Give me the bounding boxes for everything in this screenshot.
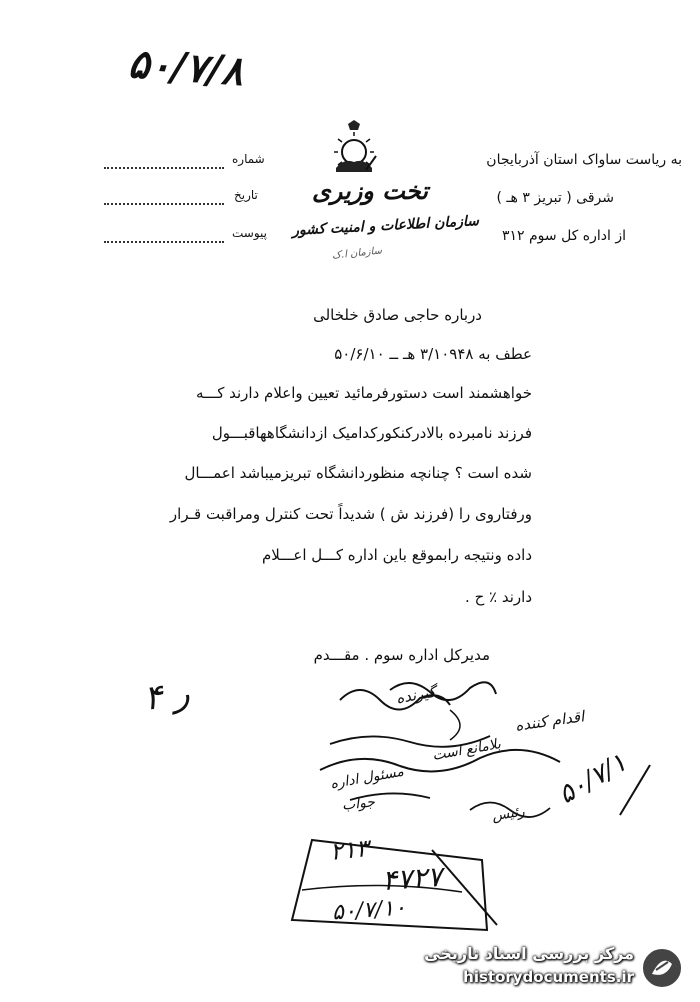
handwritten-left-mark: ۴ ر [141, 673, 193, 719]
watermark-url: historydocuments.ir [463, 968, 634, 986]
watermark-title: مرکز بررسی اسناد تاریخی [424, 944, 634, 963]
number-label: شماره [232, 152, 265, 166]
body-line: ورفتاروی را (فرزند ش ) شدیداً تحت کنترل ومراقبت قـرار [169, 505, 532, 523]
handwritten-note-4: بلامانع است [431, 736, 503, 764]
org-sub: سازمان ا.ک [331, 245, 383, 262]
watermark-logo-icon [638, 944, 686, 992]
watermark [400, 940, 690, 996]
stamp-number-1: ۲۱۳ [328, 834, 371, 866]
subject-line: درباره حاجی صادق خلخالی [313, 306, 482, 324]
addressee-line-1: به ریاست ساواک استان آذربایجان [486, 152, 682, 168]
handwritten-note-2: گیرنده [394, 682, 438, 708]
org-title: تخت وزیری [312, 176, 428, 205]
handwritten-doc-number: ۵۰/۷/۸ [126, 40, 245, 95]
handwritten-note-7: رئیس [491, 803, 526, 825]
handwritten-right-number: ۵۰/۷/۱ [553, 747, 632, 811]
body-line: شده است ؟ چنانچه منظوردانشگاه تبریزمیباشد اعمـــال [184, 464, 532, 482]
addressee-line-3: از اداره کل سوم ۳۱۲ [501, 228, 626, 244]
org-name: سازمان اطلاعات و امنیت کشور [291, 213, 480, 239]
addressee-line-2: شرقی ( تبریز ۳ هـ ) [496, 190, 614, 206]
date-dotted-line [104, 202, 224, 205]
body-line: دارند ٪ ح . [465, 588, 532, 606]
signature-line: مدیرکل اداره سوم . مقـــدم [313, 646, 490, 664]
reference-line: عطف به ۳/۱۰۹۴۸ هـ ــ ۵۰/۶/۱۰ [334, 345, 532, 363]
lion-and-sun-emblem [326, 118, 382, 178]
date-label: تاریخ [234, 188, 258, 202]
body-line: خواهشمند است دستورفرمائید تعیین واعلام دارند کـــه [195, 384, 532, 402]
attachment-dotted-line [104, 240, 224, 243]
body-line: فرزند نامبرده بالادرکنکورکدامیک ازدانشگاههاقبـــول [211, 424, 532, 442]
stamp-number-3: ۵۰/۷/۱۰ [331, 895, 407, 926]
attachment-label: پیوست [232, 226, 267, 240]
handwritten-note-6: جواب [341, 794, 376, 814]
handwritten-note-5: مسئول اداره [329, 763, 406, 793]
number-dotted-line [104, 166, 224, 169]
stamp-number-2: ۴۷۲۷ [380, 859, 444, 898]
handwritten-note-1: اقدام کننده [514, 707, 586, 735]
right-margin-slash [600, 760, 660, 820]
body-line: داده ونتیجه رابموقع باین اداره کـــل اعـــلام [261, 546, 532, 564]
